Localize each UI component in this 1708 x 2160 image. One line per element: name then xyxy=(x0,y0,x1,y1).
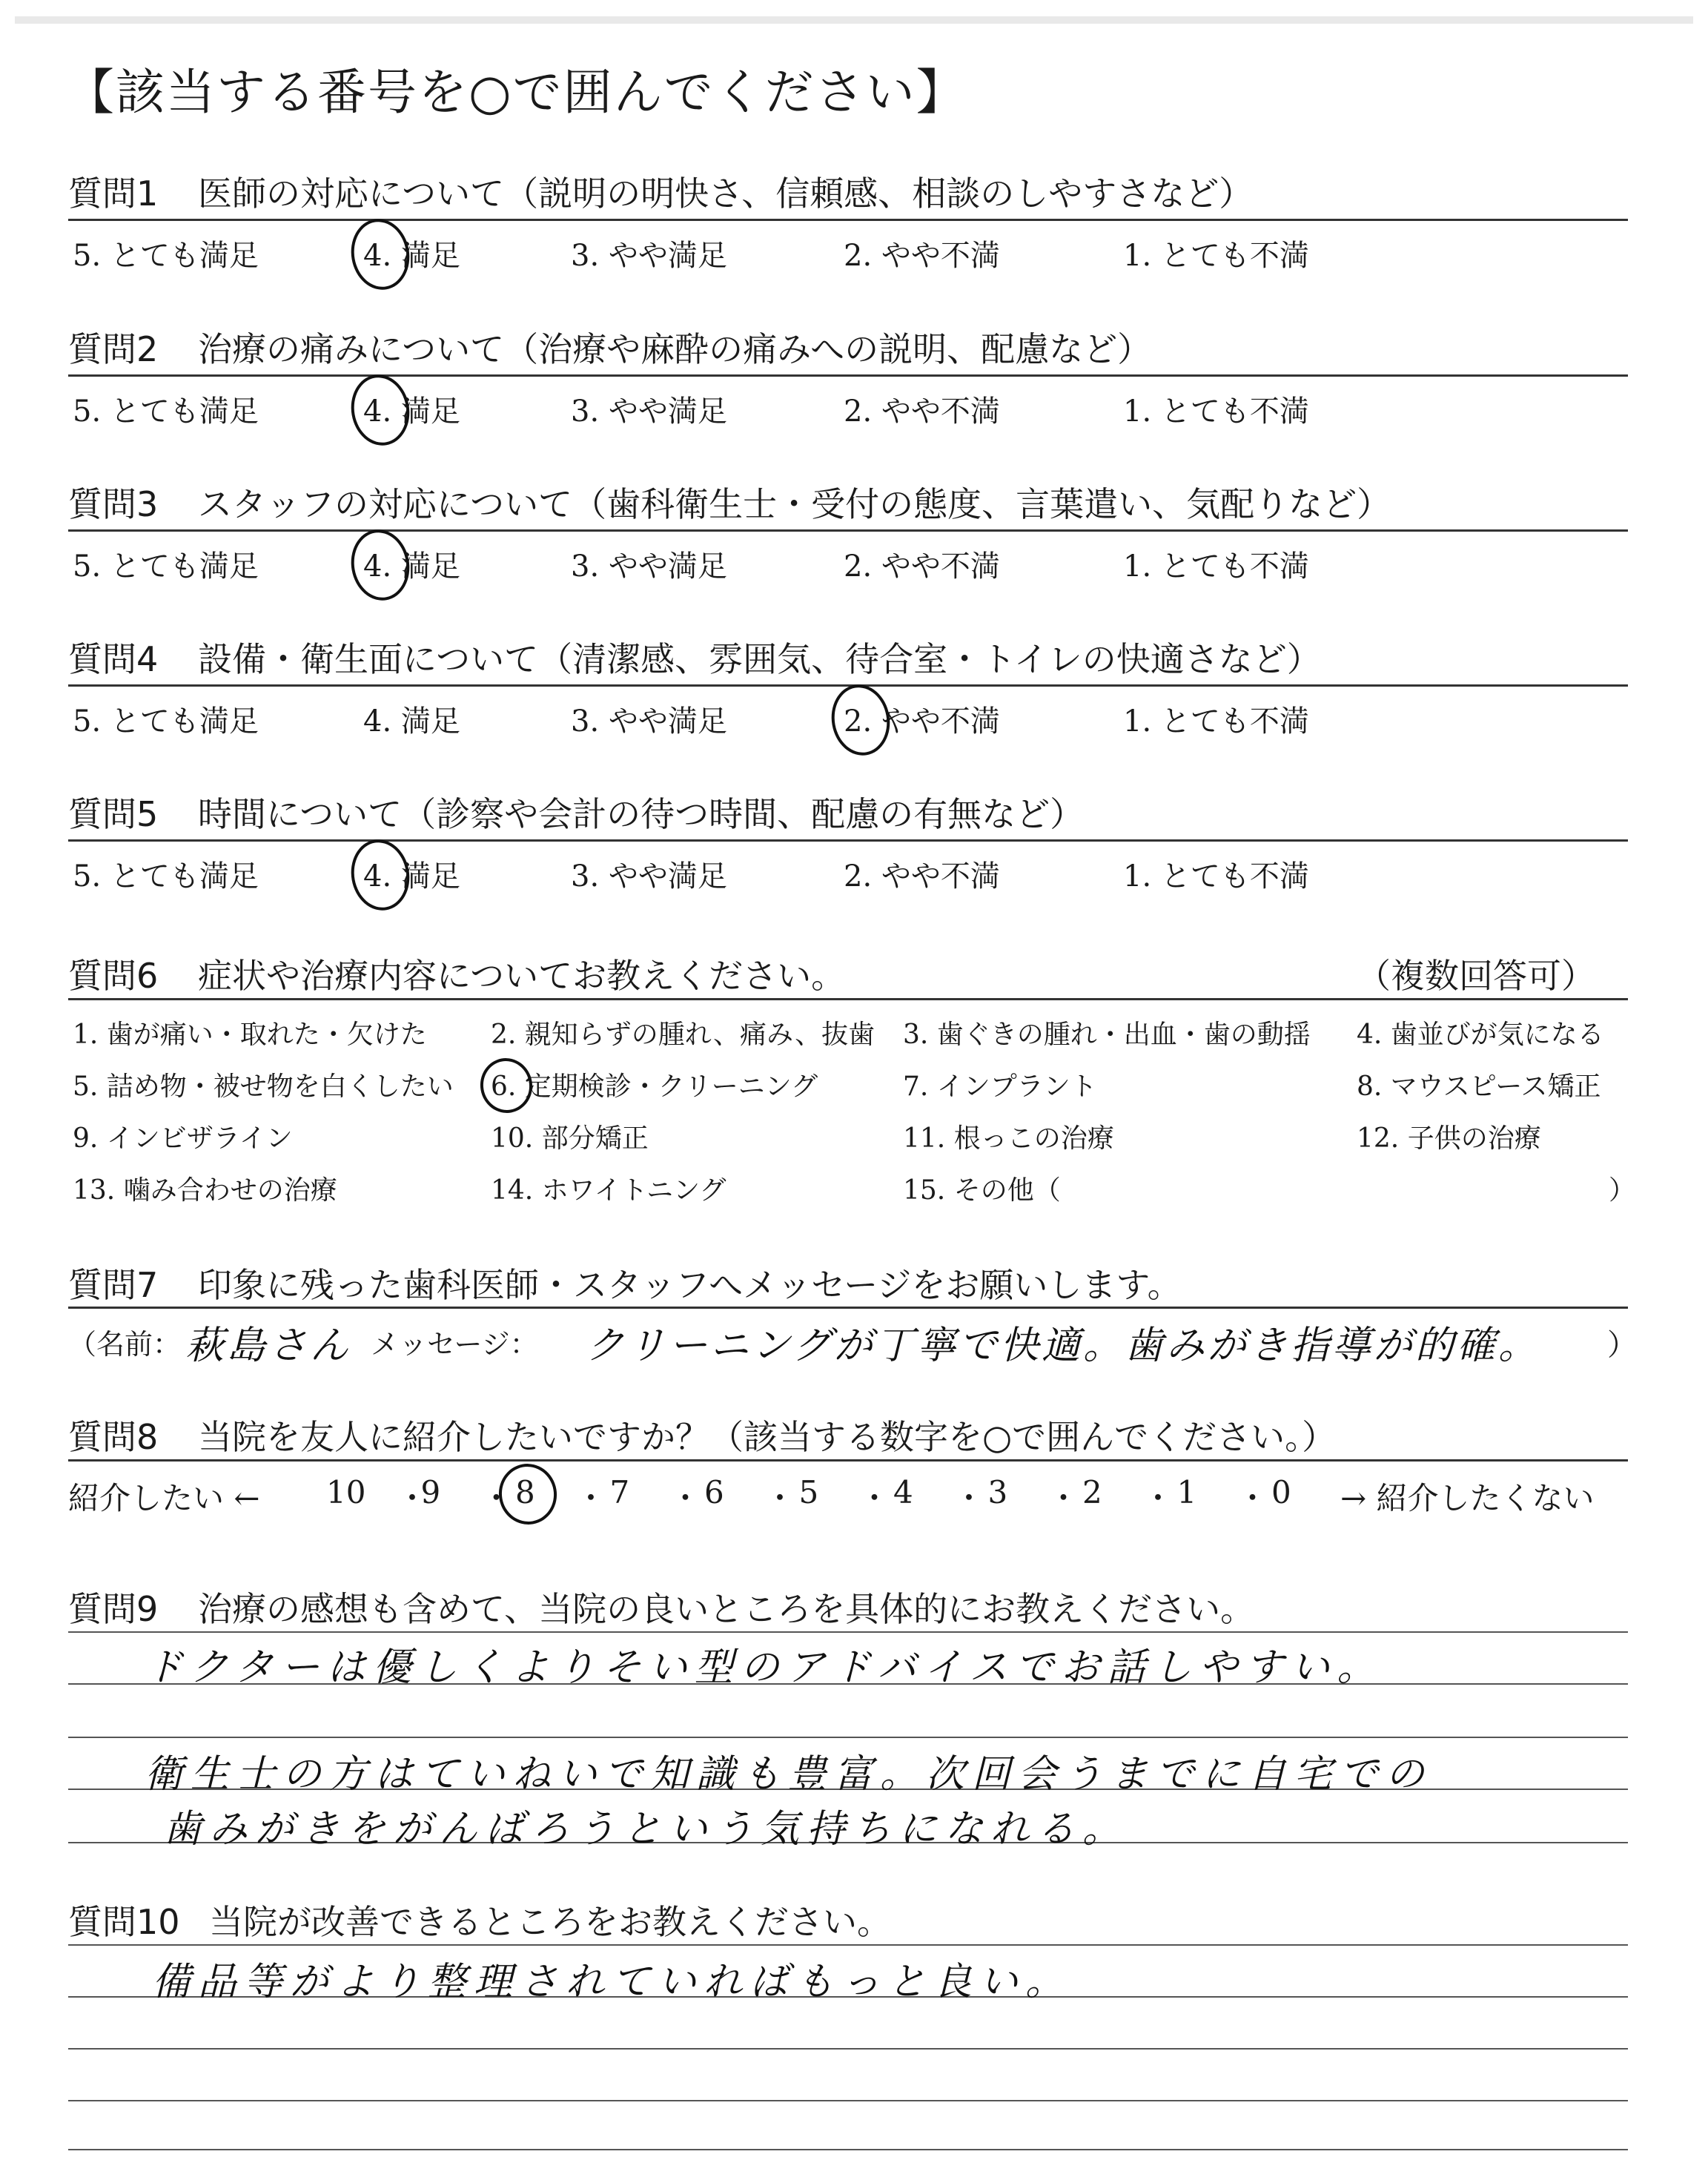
q6-header xyxy=(68,949,1625,1001)
q2-selection-circle xyxy=(345,370,414,450)
q6-selection-circle xyxy=(476,1054,537,1117)
q9-number: 質問9 xyxy=(68,1589,159,1629)
q4-text: 設備・衛生面について（清潔感、雰囲気、待合室・トイレの快適さなど） xyxy=(198,639,1321,679)
q1-option-5[interactable]: 5. とても満足 xyxy=(73,239,259,273)
q8-score-10[interactable]: 10 xyxy=(326,1474,366,1510)
q8-score-0[interactable]: 0 xyxy=(1271,1474,1291,1510)
q3-selection-circle xyxy=(345,525,414,605)
q9-answer-line[interactable]: ドクターは優しくよりそい型のアドバイスでお話しやすい。 xyxy=(145,1645,1383,1690)
q10-number: 質問10 xyxy=(68,1902,180,1942)
q5-text: 時間について（診察や会計の待つ時間、配慮の有無など） xyxy=(198,794,1085,834)
q7-header xyxy=(68,1258,1625,1310)
q2-option-1[interactable]: 1. とても不満 xyxy=(1123,394,1309,429)
q3-rule xyxy=(68,529,1628,532)
q8-rule xyxy=(68,1459,1628,1462)
q6-option-11[interactable]: 11. 根っこの治療 xyxy=(903,1123,1114,1154)
q3-option-4[interactable]: 4. 満足 xyxy=(363,549,460,584)
q8-dot-separator: ・ xyxy=(397,1480,428,1516)
q1-number: 質問1 xyxy=(68,174,159,214)
q2-option-3[interactable]: 3. やや満足 xyxy=(571,394,727,429)
q2-text: 治療の痛みについて（治療や麻酔の痛みへの説明、配慮など） xyxy=(198,329,1152,369)
q6-text: 症状や治療内容についてお教えください。 xyxy=(198,956,846,996)
q7-text: 印象に残った歯科医師・スタッフへメッセージをお願いします。 xyxy=(198,1265,1182,1305)
q5-option-5[interactable]: 5. とても満足 xyxy=(73,859,259,894)
q8-dot-separator: ・ xyxy=(953,1480,985,1516)
q4-option-4[interactable]: 4. 満足 xyxy=(363,704,460,739)
q4-option-3[interactable]: 3. やや満足 xyxy=(571,704,727,739)
q4-number: 質問4 xyxy=(68,639,159,679)
q1-option-4[interactable]: 4. 満足 xyxy=(363,239,460,273)
q5-option-2[interactable]: 2. やや不満 xyxy=(844,859,1000,894)
q9-text: 治療の感想も含めて、当院の良いところを具体的にお教えください。 xyxy=(198,1589,1255,1629)
q8-dot-separator: ・ xyxy=(858,1480,890,1516)
q2-number: 質問2 xyxy=(68,329,159,369)
q8-dot-separator: ・ xyxy=(575,1480,607,1516)
q6-option-6[interactable]: 6. 定期検診・クリーニング xyxy=(491,1071,818,1102)
q8-dot-separator: ・ xyxy=(1142,1480,1174,1516)
q8-header xyxy=(68,1410,1625,1462)
q8-number: 質問8 xyxy=(68,1417,159,1457)
q6-option-2[interactable]: 2. 親知らずの腫れ、痛み、抜歯 xyxy=(491,1020,875,1050)
q6-rule xyxy=(68,998,1628,1000)
q5-option-3[interactable]: 3. やや満足 xyxy=(571,859,727,894)
q5-number: 質問5 xyxy=(68,794,159,834)
q4-header xyxy=(68,633,1625,684)
q4-option-5[interactable]: 5. とても満足 xyxy=(73,704,259,739)
q6-option-14[interactable]: 14. ホワイトニング xyxy=(491,1175,726,1206)
q1-text: 医師の対応について（説明の明快さ、信頼感、相談のしやすさなど） xyxy=(198,174,1254,214)
q8-dot-separator: ・ xyxy=(764,1480,796,1516)
q10-answer-rule xyxy=(68,2100,1628,2101)
q6-option-4[interactable]: 4. 歯並びが気になる xyxy=(1357,1020,1604,1050)
q6-option-13[interactable]: 13. 噛み合わせの治療 xyxy=(73,1175,337,1206)
q6-number: 質問6 xyxy=(68,956,159,996)
q2-option-5[interactable]: 5. とても満足 xyxy=(73,394,259,429)
q10-answer-rule xyxy=(68,1944,1628,1946)
q2-rule xyxy=(68,374,1628,377)
q7-close-paren: ） xyxy=(1607,1328,1637,1362)
q4-option-2[interactable]: 2. やや不満 xyxy=(844,704,1000,739)
q8-score-1[interactable]: 1 xyxy=(1176,1474,1197,1510)
q6-option-9[interactable]: 9. インビザライン xyxy=(73,1123,293,1154)
q3-number: 質問3 xyxy=(68,484,159,524)
q8-dot-separator: ・ xyxy=(1237,1480,1268,1516)
q9-header xyxy=(68,1582,1625,1634)
q2-option-4[interactable]: 4. 満足 xyxy=(363,394,460,429)
q8-dot-separator: ・ xyxy=(1047,1480,1079,1516)
q6-option-7[interactable]: 7. インプラント xyxy=(903,1071,1097,1102)
q3-text: スタッフの対応について（歯科衛生士・受付の態度、言葉遣い、気配りなど） xyxy=(198,484,1391,524)
q6-other-close: ） xyxy=(1609,1175,1636,1206)
q8-dot-separator: ・ xyxy=(480,1480,512,1516)
q1-option-2[interactable]: 2. やや不満 xyxy=(844,239,1000,273)
q10-answer-rule xyxy=(68,2048,1628,2050)
q9-answer-rule xyxy=(68,1631,1628,1633)
q5-option-1[interactable]: 1. とても不満 xyxy=(1123,859,1309,894)
q10-header xyxy=(68,1895,1625,1947)
q8-score-2[interactable]: 2 xyxy=(1082,1474,1102,1510)
q8-left-label: 紹介したい ← xyxy=(68,1480,260,1516)
q3-option-3[interactable]: 3. やや満足 xyxy=(571,549,727,584)
q7-name-value[interactable]: 萩島さん xyxy=(185,1324,352,1368)
q6-option-3[interactable]: 3. 歯ぐきの腫れ・出血・歯の動揺 xyxy=(903,1020,1311,1050)
q8-text: 当院を友人に紹介したいですか？（該当する数字を○で囲んでください。） xyxy=(198,1417,1337,1457)
q5-option-4[interactable]: 4. 満足 xyxy=(363,859,460,894)
q6-multi-answer-note: （複数回答可） xyxy=(1357,956,1595,996)
q6-option-15[interactable]: 15. その他（ xyxy=(903,1175,1061,1206)
q3-option-2[interactable]: 2. やや不満 xyxy=(844,549,1000,584)
page-top-edge xyxy=(15,16,1693,24)
q10-answer-line[interactable]: 備品等がより整理されていればもっと良い。 xyxy=(152,1960,1072,2004)
q9-answer-rule xyxy=(68,1737,1628,1738)
q2-option-2[interactable]: 2. やや不満 xyxy=(844,394,1000,429)
q1-option-1[interactable]: 1. とても不満 xyxy=(1123,239,1309,273)
q5-header xyxy=(68,787,1625,839)
q8-dot-separator: ・ xyxy=(669,1480,701,1516)
q1-rule xyxy=(68,219,1628,221)
q3-header xyxy=(68,478,1625,529)
q7-name-label: （名前： xyxy=(68,1328,182,1361)
q4-selection-circle xyxy=(826,680,895,760)
q10-answer-rule xyxy=(68,2149,1628,2150)
q6-option-8[interactable]: 8. マウスピース矯正 xyxy=(1357,1071,1601,1102)
q8-score-3[interactable]: 3 xyxy=(987,1474,1008,1510)
q2-header xyxy=(68,323,1625,374)
q5-selection-circle xyxy=(345,835,414,915)
q8-score-6[interactable]: 6 xyxy=(704,1474,724,1510)
q8-score-7[interactable]: 7 xyxy=(609,1474,630,1510)
q7-rule xyxy=(68,1307,1628,1309)
q8-score-9[interactable]: 9 xyxy=(420,1474,441,1510)
q3-option-1[interactable]: 1. とても不満 xyxy=(1123,549,1309,584)
q6-option-10[interactable]: 10. 部分矯正 xyxy=(491,1123,649,1154)
q6-option-12[interactable]: 12. 子供の治療 xyxy=(1357,1123,1541,1154)
form-instruction: 【該当する番号を○で囲んでください】 xyxy=(65,64,967,121)
q4-option-1[interactable]: 1. とても不満 xyxy=(1123,704,1309,739)
q6-option-1[interactable]: 1. 歯が痛い・取れた・欠けた xyxy=(73,1020,427,1050)
q8-score-8[interactable]: 8 xyxy=(515,1474,535,1510)
q8-score-5[interactable]: 5 xyxy=(798,1474,819,1510)
q7-message-value[interactable]: クリーニングが丁寧で快適。歯みがき指導が的確。 xyxy=(586,1324,1540,1368)
q9-answer-line[interactable]: 衛生士の方はていねいで知識も豊富。次回会うまでに自宅での xyxy=(145,1752,1432,1797)
q8-right-label: → 紹介したくない xyxy=(1340,1480,1595,1516)
q1-header xyxy=(68,167,1625,219)
q1-selection-circle xyxy=(345,214,414,294)
q9-answer-line[interactable]: 歯みがきをがんばろうという気持ちになれる。 xyxy=(163,1807,1129,1852)
q1-option-3[interactable]: 3. やや満足 xyxy=(571,239,727,273)
q5-rule xyxy=(68,839,1628,842)
q3-option-5[interactable]: 5. とても満足 xyxy=(73,549,259,584)
q6-option-5[interactable]: 5. 詰め物・被せ物を白くしたい xyxy=(73,1071,454,1102)
q8-selection-circle xyxy=(494,1459,561,1529)
q8-score-4[interactable]: 4 xyxy=(893,1474,913,1510)
q7-number: 質問7 xyxy=(68,1265,159,1305)
q10-text: 当院が改善できるところをお教えください。 xyxy=(209,1902,891,1942)
q7-message-label: メッセージ： xyxy=(371,1328,538,1361)
